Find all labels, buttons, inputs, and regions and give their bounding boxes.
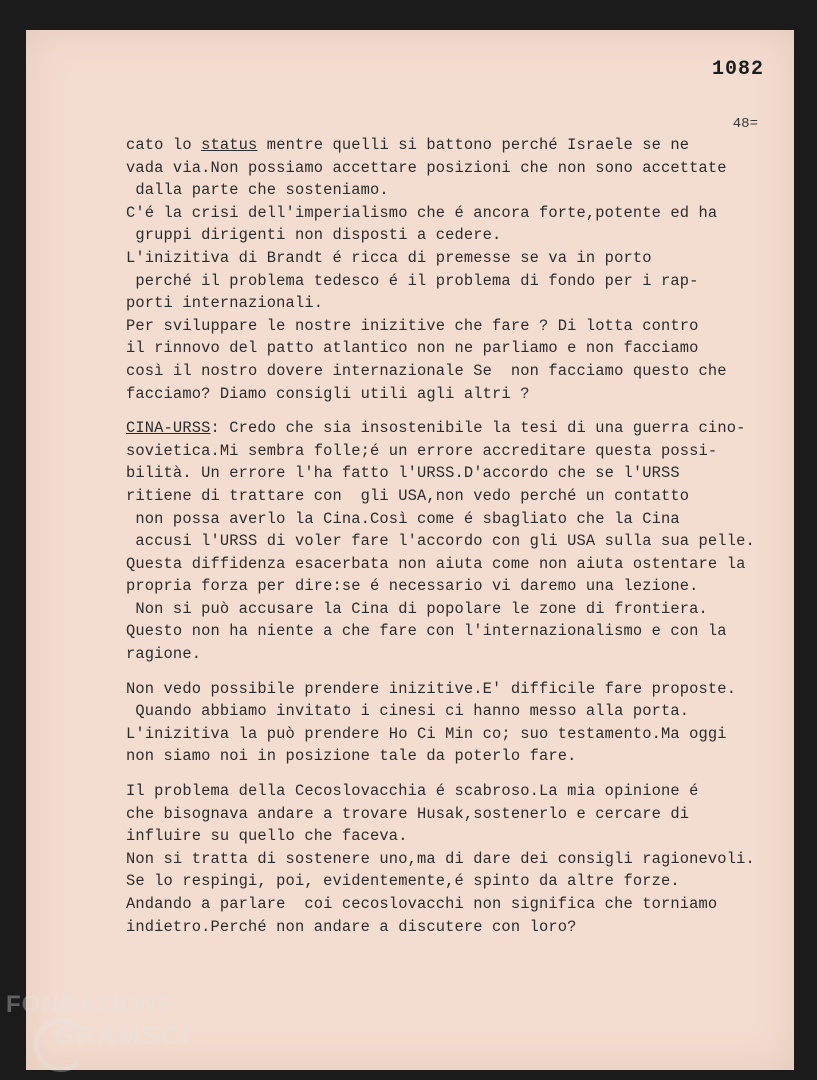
text-line: L'inizitiva di Brandt é ricca di premesse se va in porto (126, 248, 652, 267)
text-line: Non vedo possibile prendere inizitive.E' difficile fare proposte. (126, 679, 737, 698)
text-line: perché il problema tedesco é il problema di fondo per i rap- (126, 271, 699, 290)
text-line: che bisognava andare a trovare Husak,sostenerlo e cercare di (126, 804, 690, 823)
text-line: sovietica.Mi sembra folle;é un errore accreditare questa possi- (126, 441, 718, 460)
paragraph-3 (126, 678, 776, 768)
page-number: 1082 (711, 58, 764, 81)
text-line: Se lo respingi, poi, evidentemente,é spinto da altre forze. (126, 872, 680, 891)
folio-number: 48= (732, 116, 758, 132)
text-line: così il nostro dovere internazionale Se non facciamo questo che (126, 361, 727, 380)
text-line: Non si tratta di sostenere uno,ma di dare dei consigli ragionevoli. (126, 849, 755, 868)
text-line: non possa averlo la Cina.Così come é sbagliato che la Cina (126, 509, 680, 528)
watermark (6, 990, 191, 1050)
text-line: ritiene di trattare con gli USA,non vedo perché un contatto (126, 486, 690, 505)
watermark-line-1: FONDAZIONE (6, 991, 175, 1018)
watermark-line-2: GRAMSCI (54, 1020, 191, 1050)
text-line: cato lo status mentre quelli si battono perché Israele se ne (126, 136, 690, 154)
text-line: Il problema della Cecoslovacchia é scabroso.La mia opinione é (126, 782, 699, 801)
text-line: Non si può accusare la Cina di popolare le zone di frontiera. (126, 599, 708, 618)
text-line: Questa diffidenza esacerbata non aiuta come non aiuta ostentare la (126, 554, 746, 573)
text-line: C'é la crisi dell'imperialismo che é ancora forte,potente ed ha (126, 203, 718, 222)
typewritten-text (126, 134, 776, 938)
text-line: CINA-URSS: Credo che sia insostenibile la tesi di una guerra cino- (126, 419, 746, 438)
text-line: ragione. (126, 645, 202, 664)
text-line: L'inizitiva la può prendere Ho Ci Min co; suo testamento.Ma oggi (126, 724, 727, 743)
paragraph-1 (126, 134, 776, 405)
text-line: vada via.Non possiamo accettare posizioni che non sono accettate (126, 158, 727, 177)
text-line: indietro.Perché non andare a discutere con loro? (126, 917, 577, 936)
text-line: accusi l'URSS di voler fare l'accordo con gli USA sulla sua pelle. (126, 532, 755, 551)
text-line: propria forza per dire:se é necessario vi daremo una lezione. (126, 577, 699, 596)
paragraph-4 (126, 780, 776, 938)
text-line: bilità. Un errore l'ha fatto l'URSS.D'accordo che se l'URSS (126, 464, 680, 483)
text-line: non siamo noi in posizione tale da poterlo fare. (126, 747, 577, 766)
text-line: dalla parte che sosteniamo. (126, 181, 389, 200)
text-line: porti internazionali. (126, 294, 324, 313)
text-line: facciamo? Diamo consigli utili agli altri ? (126, 384, 530, 403)
text-line: Per sviluppare le nostre inizitive che fare ? Di lotta contro (126, 316, 699, 335)
document-page (26, 30, 794, 1070)
text-line: gruppi dirigenti non disposti a cedere. (126, 226, 502, 245)
text-line: Questo non ha niente a che fare con l'internazionalismo e con la (126, 622, 727, 641)
paragraph-2 (126, 417, 776, 666)
text-line: il rinnovo del patto atlantico non ne parliamo e non facciamo (126, 339, 699, 358)
text-line: Andando a parlare coi cecoslovacchi non significa che torniamo (126, 895, 718, 913)
text-line: influire su quello che faceva. (126, 827, 408, 846)
text-line: Quando abbiamo invitato i cinesi ci hanno messo alla porta. (126, 702, 690, 721)
